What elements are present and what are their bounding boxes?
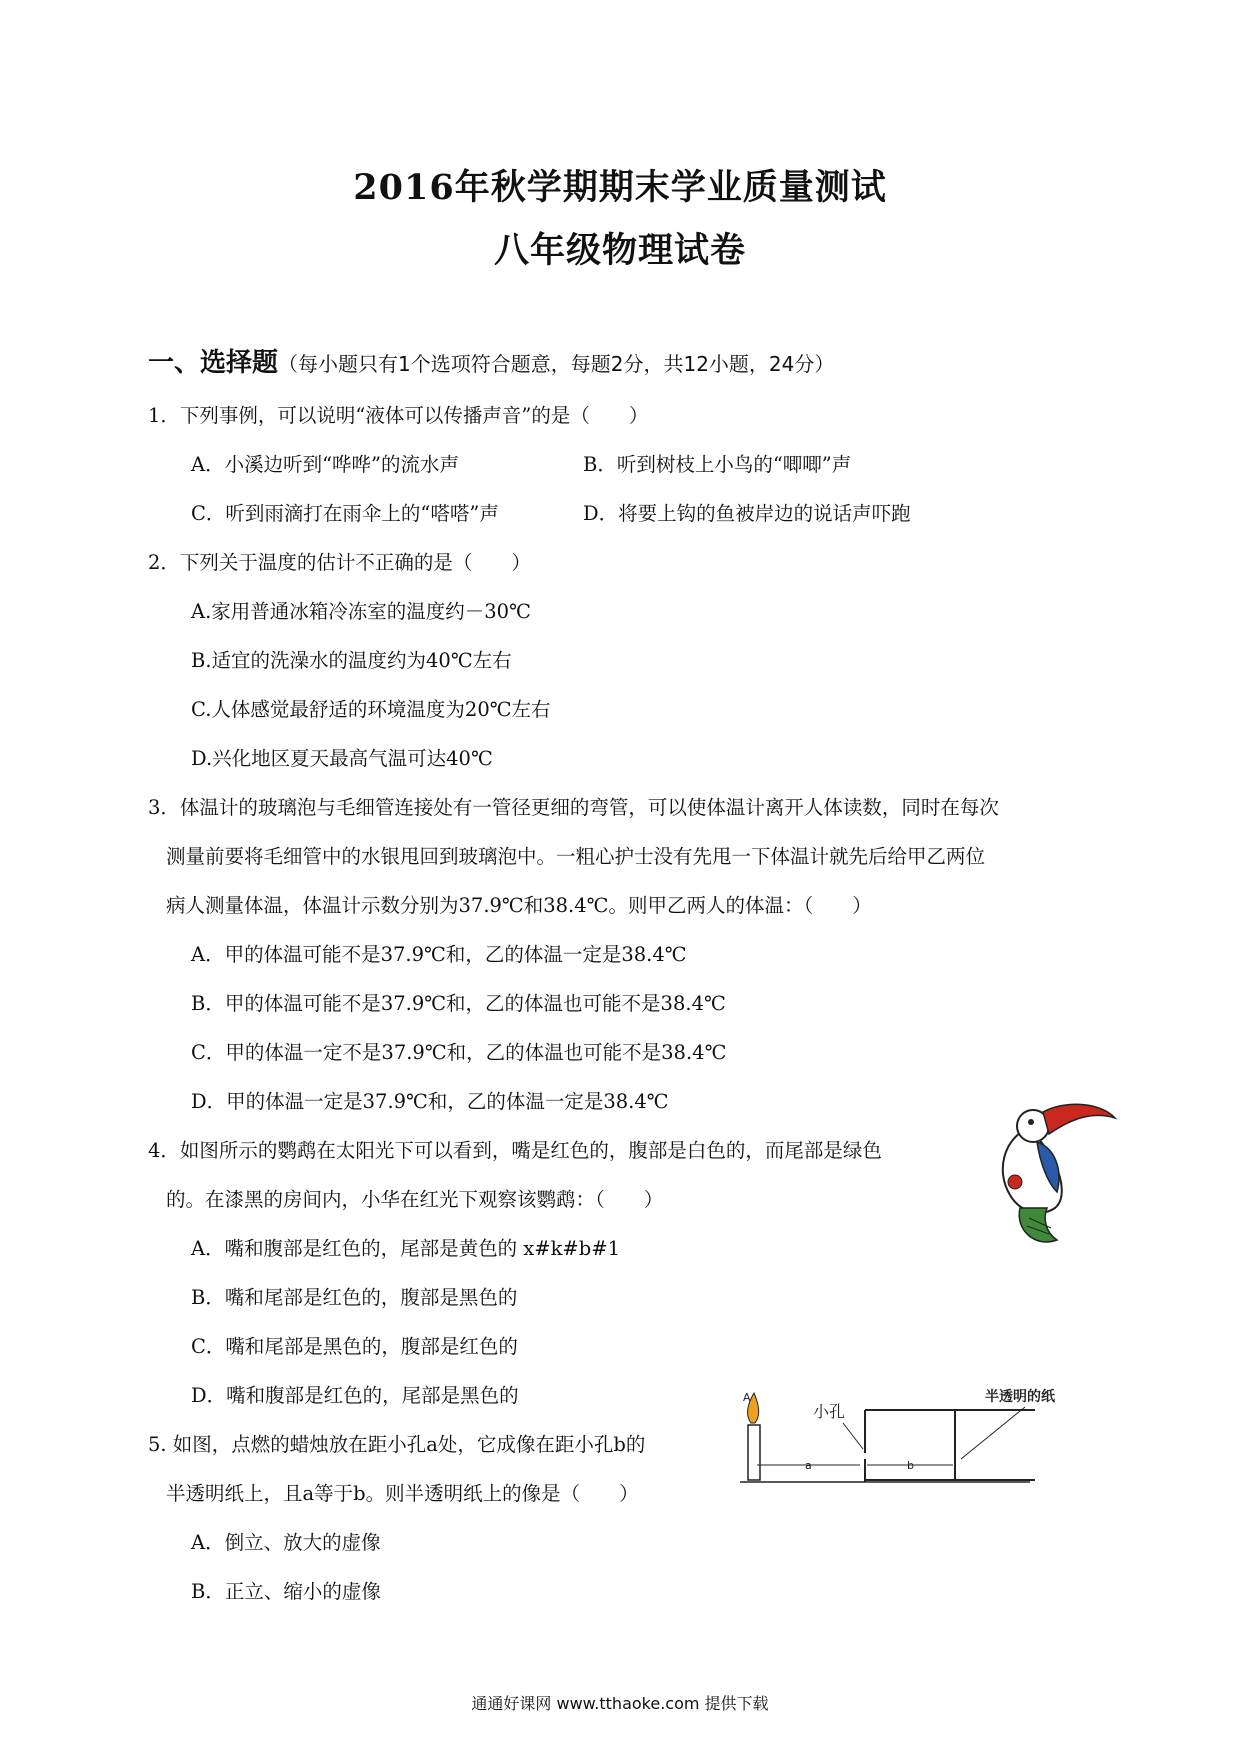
question-5-stem-line-2: 半透明纸上，且a等于b。则半透明纸上的像是（ ） (166, 1482, 639, 1505)
question-1-option-d: D．将要上钩的鱼被岸边的说话声吓跑 (583, 502, 911, 525)
question-4-option-a: A．嘴和腹部是红色的，尾部是黄色的 x#k#b#1 (191, 1237, 621, 1260)
distance-a-label: a (805, 1459, 812, 1472)
question-2-option-d: D.兴化地区夏天最高气温可达40℃ (191, 747, 493, 770)
candle-label-a-upper: A (743, 1391, 751, 1404)
question-5-stem-line-1: 5. 如图，点燃的蜡烛放在距小孔a处，它成像在距小孔b的 (148, 1433, 646, 1456)
question-5-option-a: A．倒立、放大的虚像 (191, 1531, 381, 1554)
question-1-stem: 1．下列事例，可以说明“液体可以传播声音”的是（ ） (148, 404, 649, 427)
question-3-option-c: C．甲的体温一定不是37.9℃和，乙的体温也可能不是38.4℃ (191, 1041, 727, 1064)
question-3-option-a: A．甲的体温可能不是37.9℃和，乙的体温一定是38.4℃ (191, 943, 687, 966)
question-2-stem: 2．下列关于温度的估计不正确的是（ ） (148, 551, 531, 574)
pinhole-camera-figure (735, 1385, 1095, 1510)
candle-icon (748, 1425, 760, 1480)
exam-subtitle: 八年级物理试卷 (493, 230, 746, 271)
section-note: （每小题只有1个选项符合题意，每题2分，共12小题，24分） (278, 352, 835, 376)
question-3-stem-line-2: 测量前要将毛细管中的水银甩回到玻璃泡中。一粗心护士没有先甩一下体温计就先后给甲乙两位 (166, 845, 986, 868)
parrot-beak (1043, 1104, 1115, 1134)
question-1-option-a: A．小溪边听到“哗哗”的流水声 (191, 453, 460, 476)
distance-b-label: b (907, 1459, 914, 1472)
section-title: 一、选择题 (148, 348, 279, 378)
question-3-stem-line-1: 3．体温计的玻璃泡与毛细管连接处有一管径更细的弯管，可以使体温计离开人体读数，同时在每次 (148, 796, 999, 819)
question-2-option-c: C.人体感觉最舒适的环境温度为20℃左右 (191, 698, 551, 721)
question-1-option-c: C．听到雨滴打在雨伞上的“嗒嗒”声 (191, 502, 499, 525)
question-4-option-d: D．嘴和腹部是红色的，尾部是黑色的 (191, 1384, 519, 1407)
question-1-option-b: B．听到树枝上小鸟的“唧唧”声 (583, 453, 852, 476)
parrot-belly-mark (1008, 1175, 1022, 1189)
footer-credit: 通通好课网 www.tthaoke.com 提供下载 (471, 1694, 769, 1713)
question-3-option-b: B．甲的体温可能不是37.9℃和，乙的体温也可能不是38.4℃ (191, 992, 726, 1015)
question-3-option-d: D．甲的体温一定是37.9℃和，乙的体温一定是38.4℃ (191, 1090, 669, 1113)
paper-pointer (961, 1407, 1025, 1459)
question-4-option-b: B．嘴和尾部是红色的，腹部是黑色的 (191, 1286, 518, 1309)
question-2-option-b: B.适宜的洗澡水的温度约为40℃左右 (191, 649, 512, 672)
question-5-option-b: B．正立、缩小的虚像 (191, 1580, 381, 1603)
exam-title: 2016年秋学期期末学业质量测试 (353, 167, 887, 208)
parrot-tail (1019, 1208, 1057, 1242)
paper-label: 半透明的纸 (985, 1389, 1055, 1405)
parrot-illustration (985, 1100, 1120, 1250)
section-heading (148, 342, 834, 379)
parrot-eye (1028, 1119, 1034, 1125)
question-3-stem-line-3: 病人测量体温，体温计示数分别为37.9℃和38.4℃。则甲乙两人的体温：（ ） (166, 894, 872, 917)
pinhole-label: 小孔 (813, 1402, 846, 1421)
question-2-option-a: A.家用普通冰箱冷冻室的温度约－30℃ (191, 600, 531, 623)
question-4-stem-line-2: 的。在漆黑的房间内，小华在红光下观察该鹦鹉：（ ） (166, 1188, 664, 1211)
question-4-stem-line-1: 4．如图所示的鹦鹉在太阳光下可以看到，嘴是红色的，腹部是白色的，而尾部是绿色 (148, 1139, 882, 1162)
question-4-option-c: C．嘴和尾部是黑色的，腹部是红色的 (191, 1335, 518, 1358)
pinhole-pointer (843, 1423, 863, 1449)
